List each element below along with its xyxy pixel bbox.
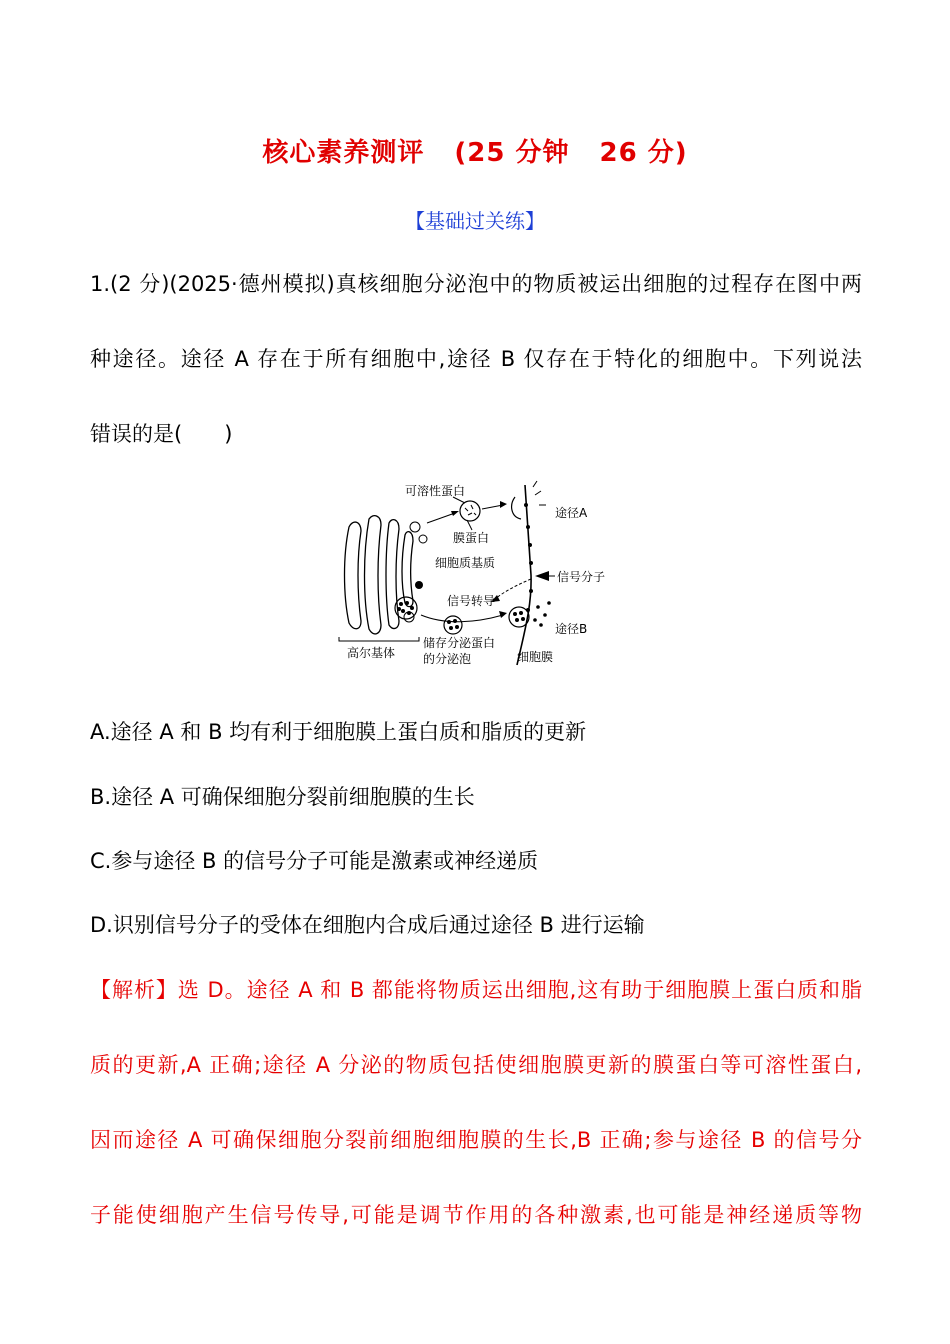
path-a-vesicle xyxy=(460,501,480,521)
label-membrane-protein: 膜蛋白 xyxy=(453,531,490,545)
label-golgi: 高尔基体 xyxy=(347,646,396,660)
analysis-line-2: 质的更新,A 正确;途径 A 分泌的物质包括使细胞膜更新的膜蛋白等可溶性蛋白, xyxy=(90,1053,862,1077)
secretory-vesicle-golgi xyxy=(395,597,417,619)
question-line-3: 错误的是( ) xyxy=(90,422,233,446)
label-path-a: 途径A xyxy=(555,506,588,520)
exocytosis-a xyxy=(512,481,546,519)
cell-membrane xyxy=(517,485,531,665)
arrow-to-storage-vesicle xyxy=(421,615,503,622)
question-line-2: 种途径。途径 A 存在于所有细胞中,途径 B 仅存在于特化的细胞中。下列说法 xyxy=(90,347,862,371)
question-line-1: 1.(2 分)(2025·德州模拟)真核细胞分泌泡中的物质被运出细胞的过程存在图中两 xyxy=(90,272,862,296)
label-storage-vesicle-1: 储存分泌蛋白 xyxy=(423,636,496,650)
label-signal-molecule: 信号分子 xyxy=(557,570,606,584)
section-heading: 【基础过关练】 xyxy=(405,209,545,233)
title-main: 核心素养测评 xyxy=(262,138,425,168)
label-path-b: 途径B xyxy=(555,622,588,636)
budding-vesicles xyxy=(404,522,427,622)
label-cytoplasm: 细胞质基质 xyxy=(435,556,496,570)
arrow-to-membrane-a xyxy=(482,505,503,509)
signal-transduction-arrow xyxy=(495,579,531,599)
arrow-to-vesicle-a xyxy=(427,513,455,523)
option-d: D.识别信号分子的受体在细胞内合成后通过途径 B 进行运输 xyxy=(90,913,645,937)
signal-molecule-icon xyxy=(535,571,549,581)
secretion-pathway-diagram xyxy=(335,475,625,675)
storage-vesicle-b xyxy=(509,607,529,627)
label-storage-vesicle-2: 的分泌泡 xyxy=(423,652,472,666)
membrane-proteins xyxy=(524,503,533,612)
analysis-line-3: 因而途径 A 可确保细胞分裂前细胞细胞膜的生长,B 正确;参与途径 B 的信号分 xyxy=(90,1128,862,1152)
label-soluble-protein: 可溶性蛋白 xyxy=(405,484,466,498)
analysis-line-4: 子能使细胞产生信号传导,可能是调节作用的各种激素,也可能是神经递质等物 xyxy=(90,1203,862,1227)
analysis-line-1: 【解析】选 D。途径 A 和 B 都能将物质运出细胞,这有助于细胞膜上蛋白质和脂 xyxy=(90,978,862,1002)
option-a: A.途径 A 和 B 均有利于细胞膜上蛋白质和脂质的更新 xyxy=(90,720,587,744)
option-b: B.途径 A 可确保细胞分裂前细胞膜的生长 xyxy=(90,785,475,809)
storage-vesicle-cytoplasm xyxy=(444,616,462,634)
option-c: C.参与途径 B 的信号分子可能是激素或神经递质 xyxy=(90,849,539,873)
page-title xyxy=(0,132,950,169)
golgi-bracket xyxy=(339,637,419,641)
golgi-apparatus xyxy=(345,516,414,634)
released-granules-b xyxy=(533,601,551,627)
label-signal-transduction: 信号转导 xyxy=(447,594,496,608)
title-time: (25 分钟 xyxy=(454,138,570,168)
title-score: 26 分) xyxy=(599,138,688,168)
label-cell-membrane: 细胞膜 xyxy=(517,650,554,664)
